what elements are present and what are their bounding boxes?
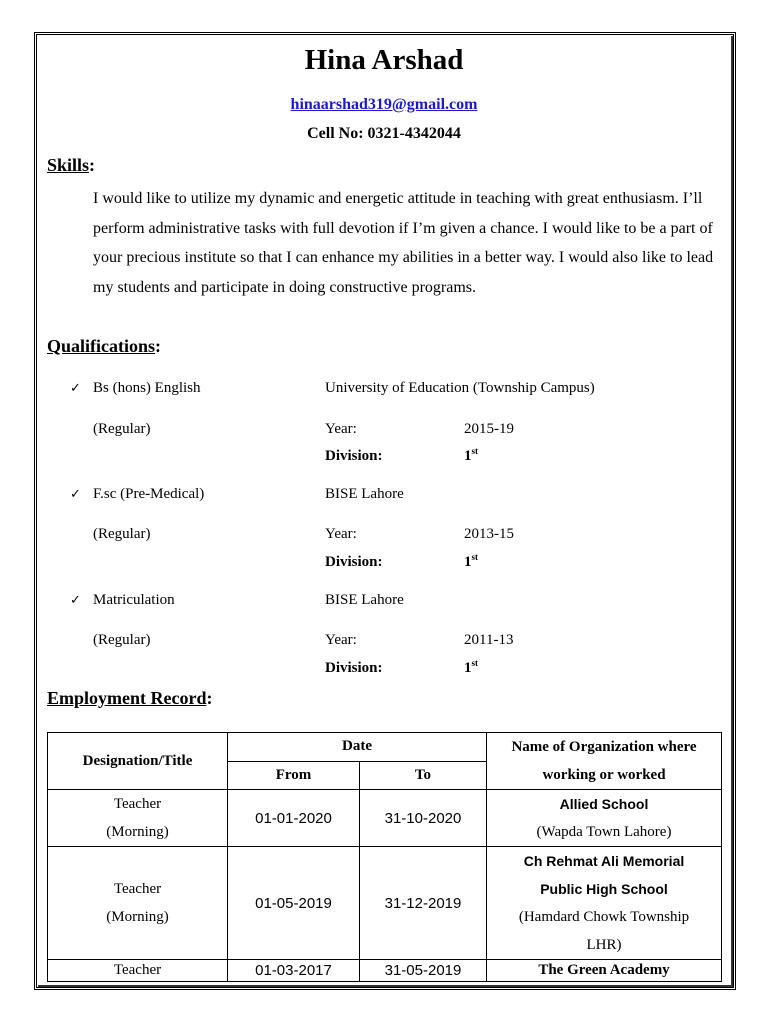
from-cell: 01-03-2017 <box>228 960 360 982</box>
table-row <box>48 847 722 960</box>
qualification-degree: F.sc (Pre-Medical) <box>93 486 205 502</box>
qualification-division: 1st <box>464 658 478 676</box>
table-row <box>48 960 722 982</box>
date-header: Date <box>228 733 487 762</box>
organization-cell: Ch Rehmat Ali Memorial Public High School (Hamdard Chowk Township LHR) <box>487 847 722 960</box>
year-label: Year: <box>325 526 357 542</box>
qualification-mode: (Regular) <box>93 632 151 648</box>
qualification-institute: University of Education (Township Campus) <box>325 380 595 396</box>
designation-cell: Teacher (Morning) <box>48 790 228 847</box>
organization-cell: The Green Academy <box>487 960 722 982</box>
designation-cell: Teacher (Morning) <box>48 847 228 960</box>
qualification-institute: BISE Lahore <box>325 592 404 608</box>
qualification-division: 1st <box>464 552 478 570</box>
cell-number: Cell No: 0321-4342044 <box>307 125 461 142</box>
candidate-name: Hina Arshad <box>304 44 464 76</box>
year-label: Year: <box>325 421 357 437</box>
checkmark-icon: ✓ <box>70 593 81 608</box>
to-cell: 31-12-2019 <box>360 847 487 960</box>
qualification-year: 2015-19 <box>464 421 514 437</box>
from-cell: 01-05-2019 <box>228 847 360 960</box>
qualification-institute: BISE Lahore <box>325 486 404 502</box>
designation-header: Designation/Title <box>48 733 228 790</box>
designation-cell: Teacher <box>48 960 228 982</box>
skills-heading: Skills: <box>47 155 96 175</box>
division-label: Division: <box>325 448 383 464</box>
organization-cell: Allied School (Wapda Town Lahore) <box>487 790 722 847</box>
checkmark-icon: ✓ <box>70 487 81 502</box>
table-header-row <box>48 733 722 762</box>
qualification-degree: Bs (hons) English <box>93 380 201 396</box>
checkmark-icon: ✓ <box>70 381 81 396</box>
table-row <box>48 790 722 847</box>
to-cell: 31-05-2019 <box>360 960 487 982</box>
employment-heading: Employment Record: <box>47 688 213 708</box>
to-cell: 31-10-2020 <box>360 790 487 847</box>
division-label: Division: <box>325 554 383 570</box>
skills-paragraph: I would like to utilize my dynamic and energetic attitude in teaching with great enthusiasm. I’ll perform administrative tasks with full devotion if I’m given a chance. I would like to be a part of your precious institute so that I can enhance my abilities in a better way. I would also like to lead my students and participate in doing constructive programs. <box>93 190 714 296</box>
qualification-degree: Matriculation <box>93 592 175 608</box>
qualification-year: 2011-13 <box>464 632 514 648</box>
qualification-year: 2013-15 <box>464 526 514 542</box>
email-link[interactable]: hinaarshad319@gmail.com <box>290 96 478 113</box>
division-label: Division: <box>325 660 383 676</box>
from-cell: 01-01-2020 <box>228 790 360 847</box>
qualification-mode: (Regular) <box>93 526 151 542</box>
qualifications-heading: Qualifications: <box>47 336 162 356</box>
to-header: To <box>360 761 487 790</box>
year-label: Year: <box>325 632 357 648</box>
qualification-mode: (Regular) <box>93 421 151 437</box>
employment-table <box>47 732 722 982</box>
from-header: From <box>228 761 360 790</box>
qualification-division: 1st <box>464 446 478 464</box>
organization-header: Name of Organization where working or worked <box>487 733 722 790</box>
